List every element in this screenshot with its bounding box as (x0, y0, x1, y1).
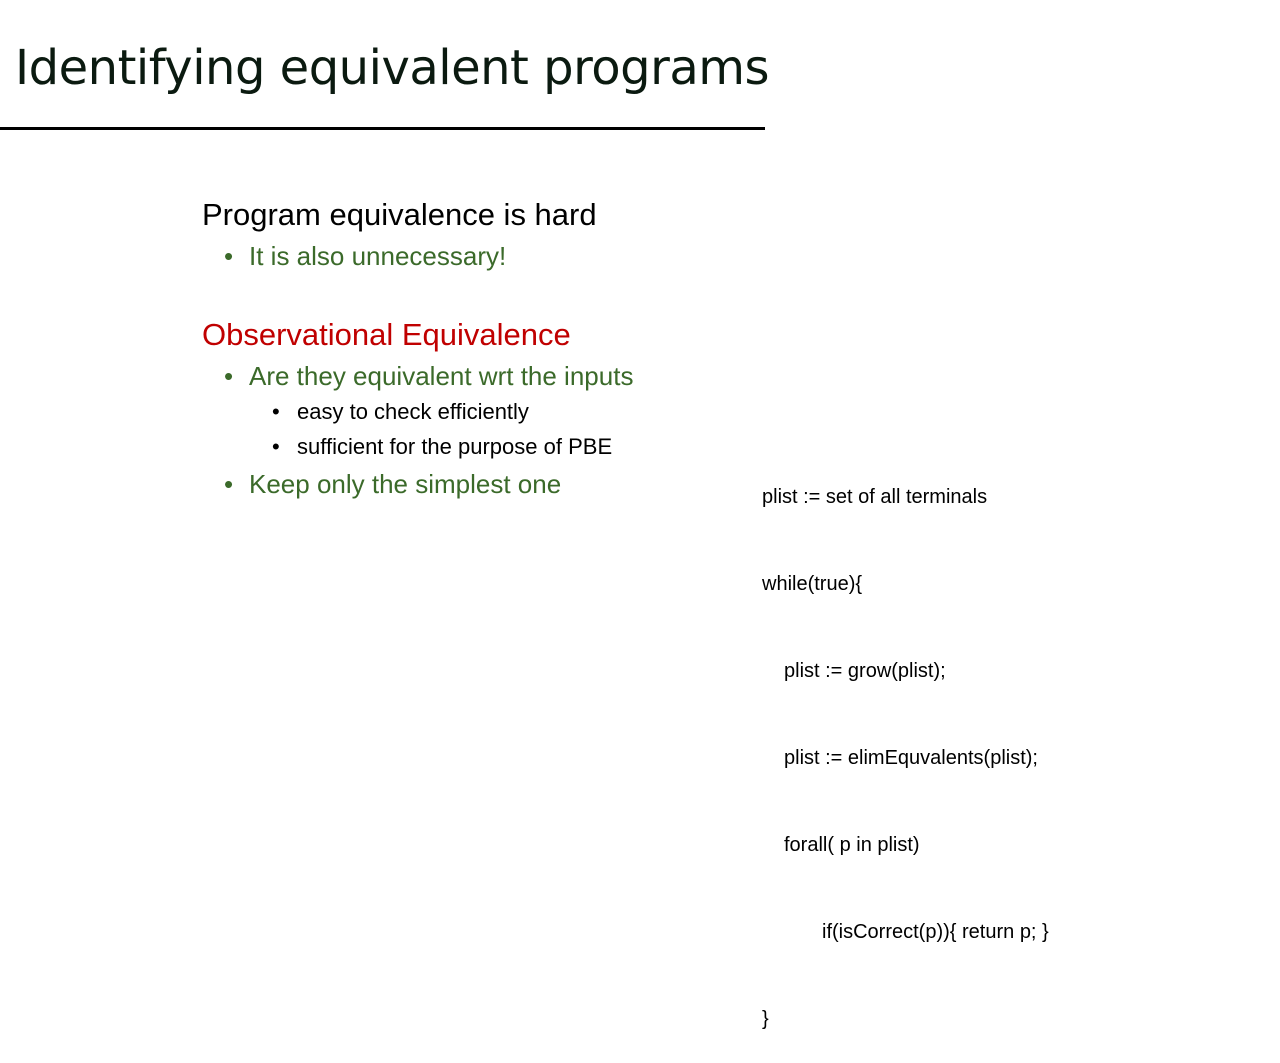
bullet-item (202, 467, 762, 501)
code-line: if(isCorrect(p)){ return p; } (822, 921, 1049, 943)
code-line: plist := grow(plist); (784, 660, 946, 682)
sub-bullet-text: easy to check efficiently (297, 399, 529, 424)
sub-bullet-item (202, 431, 762, 463)
code-line: plist := elimEquvalents(plist); (784, 747, 1038, 769)
code-line: } (762, 1008, 769, 1030)
bullet-dot-icon: • (224, 241, 234, 271)
content-area (202, 195, 762, 501)
bullet-item (202, 239, 762, 273)
sub-bullet-item (202, 396, 762, 428)
slide-title: Identifying equivalent programs (15, 40, 770, 96)
title-divider (0, 127, 765, 130)
code-line: plist := set of all terminals (762, 486, 988, 508)
pseudocode-block (762, 425, 1049, 1063)
bullet-text: Are they equivalent wrt the inputs (249, 361, 634, 391)
sub-bullet-text: sufficient for the purpose of PBE (297, 434, 613, 459)
bullet-item (202, 359, 762, 393)
bullet-dot-icon: • (272, 399, 280, 424)
bullet-dot-icon: • (224, 361, 234, 391)
section-heading-program-equivalence: Program equivalence is hard (202, 197, 597, 232)
bullet-dot-icon: • (224, 469, 234, 499)
code-line: forall( p in plist) (784, 834, 920, 856)
section-heading-observational-equivalence: Observational Equivalence (202, 317, 571, 352)
bullet-text: It is also unnecessary! (249, 241, 507, 271)
bullet-text: Keep only the simplest one (249, 469, 562, 499)
bullet-dot-icon: • (272, 434, 280, 459)
code-line: while(true){ (762, 573, 863, 595)
